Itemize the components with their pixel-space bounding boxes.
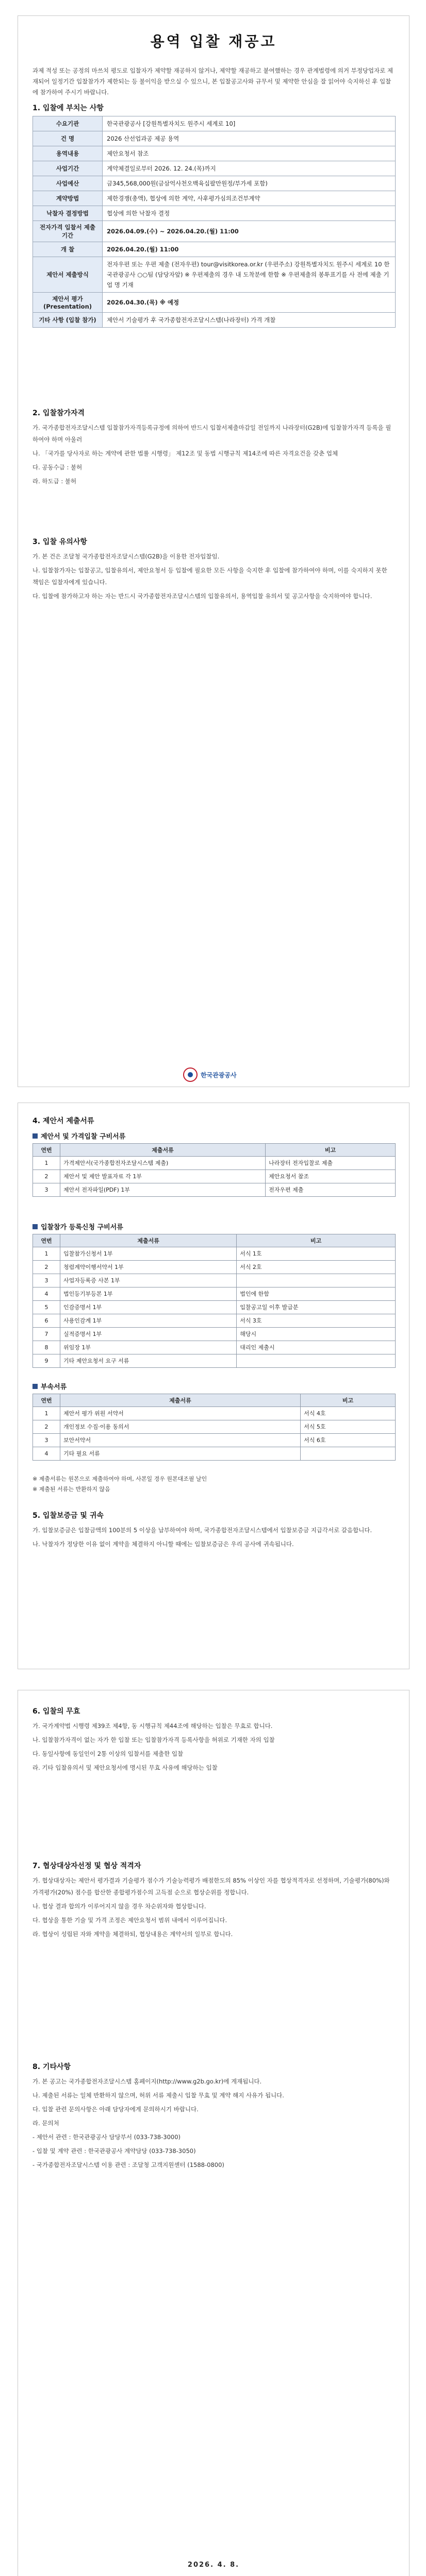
- contact-line: - 국가종합전자조달시스템 이용 관련 : 조달청 고객지원센터 (1588-0800): [32, 2161, 224, 2168]
- sub-heading-registration-docs: 입찰참가 등록신청 구비서류: [32, 1222, 123, 1231]
- col-header: 연번: [33, 1394, 60, 1407]
- info-value: 협상에 의한 낙찰자 결정: [103, 206, 396, 221]
- document-sheet-3: [18, 1690, 409, 2576]
- section-6-heading: 6. 입찰의 무효: [32, 1707, 80, 1716]
- cell-no: 2: [33, 1170, 60, 1183]
- cell-no: 2: [33, 1420, 60, 1434]
- cell-note: 법인에 한함: [237, 1287, 396, 1301]
- cell-no: 9: [33, 1354, 60, 1368]
- org-logo: [183, 1067, 245, 1082]
- section-8-item: 다. 입찰 관련 문의사항은 아래 담당자에게 문의하시기 바랍니다.: [32, 2106, 199, 2113]
- table-row: [33, 1247, 396, 1261]
- cell-no: 6: [33, 1314, 60, 1328]
- attachments-table: [32, 1394, 396, 1461]
- cell-no: 2: [33, 1261, 60, 1274]
- section-7-heading: 7. 협상대상자선정 및 협상 적격자: [32, 1862, 141, 1870]
- info-row: [33, 131, 396, 146]
- contact-line: - 제안서 관련 : 한국관광공사 담당부서 (033-738-3000): [32, 2133, 181, 2141]
- cell-note: 서식 5호: [301, 1420, 396, 1434]
- cell-note: [237, 1354, 396, 1368]
- cell-no: 4: [33, 1287, 60, 1301]
- info-row: [33, 242, 396, 257]
- section-7-item: 라. 협상이 성립된 자와 계약을 체결하되, 협상내용은 계약서의 일부로 합니다.: [32, 1930, 233, 1938]
- square-bullet-icon: [32, 1224, 38, 1229]
- section-2-item: 나. 「국가를 당사자로 하는 계약에 관한 법률 시행령」 제12조 및 동법 시행규칙 제14조에 따른 자격요건을 갖춘 업체: [32, 450, 338, 457]
- info-row: [33, 161, 396, 176]
- cell-no: 3: [33, 1434, 60, 1447]
- section-8-item: 라. 문의처: [32, 2120, 59, 2127]
- cell-note: 입찰공고일 이후 발급분: [237, 1301, 396, 1314]
- info-value: 한국관광공사 [강원특별자치도 원주시 세계로 10]: [103, 116, 396, 131]
- section-3-item: 다. 입찰에 참가하고자 하는 자는 반드시 국가종합전자조달시스템의 입찰유의서, 용역입찰 유의서 및 공고사항을 숙지하여야 합니다.: [32, 592, 372, 600]
- info-row: [33, 257, 396, 293]
- cell-note: 서식 2호: [237, 1261, 396, 1274]
- section-7-item: 가. 협상대상자는 제안서 평가결과 기술평가 점수가 기술능력평가 배점한도의 85% 이상인 자를 협상적격자로 선정하며, 기술평가(80%)와 가격평가(20%) 점수를 합산한 종합평가점수의 고득점 순으로 협상순위를 정합니다.: [32, 1877, 390, 1896]
- table-row: [33, 1434, 396, 1447]
- cell-doc: 보안서약서: [60, 1434, 301, 1447]
- table-row: [33, 1420, 396, 1434]
- cell-doc: 제안서 및 제안 발표자료 각 1부: [60, 1170, 266, 1183]
- section-3-body: [32, 551, 395, 604]
- table-row: [33, 1301, 396, 1314]
- cell-note: 서식 4호: [301, 1407, 396, 1420]
- cell-no: 4: [33, 1447, 60, 1461]
- square-bullet-icon: [32, 1133, 38, 1139]
- cell-note: [301, 1447, 396, 1461]
- cell-doc: 입찰참가신청서 1부: [60, 1247, 237, 1261]
- table-row: [33, 1447, 396, 1461]
- info-label: 용역내용: [33, 146, 103, 161]
- col-header: 제출서류: [60, 1234, 237, 1247]
- section-1-heading: 1. 입찰에 부치는 사항: [32, 104, 104, 112]
- cell-note: 서식 3호: [237, 1314, 396, 1328]
- info-row: [33, 191, 396, 206]
- section-6-body: [32, 1720, 395, 1776]
- section-2-body: [32, 422, 395, 489]
- col-header: 비고: [266, 1144, 396, 1157]
- section-6-item: 라. 기타 입찰유의서 및 제안요청서에 명시된 무효 사유에 해당하는 입찰: [32, 1764, 218, 1771]
- section-5-item: 나. 낙찰자가 정당한 이유 없이 계약을 체결하지 아니할 때에는 입찰보증금은 우리 공사에 귀속됩니다.: [32, 1540, 294, 1548]
- note-line: ※ 제출된 서류는 반환하지 않음: [32, 1486, 110, 1493]
- section-2-item: 가. 국가종합전자조달시스템 입찰참가자격등록규정에 의하여 반드시 입찰서제출마감일 전일까지 나라장터(G2B)에 입찰참가자격 등록을 필하여야 하며 아울러: [32, 424, 391, 443]
- section-8-item: 나. 제출된 서류는 일체 반환하지 않으며, 허위 서류 제출시 입찰 무효 및 계약 해지 사유가 됩니다.: [32, 2092, 284, 2099]
- col-header: 연번: [33, 1234, 60, 1247]
- info-value: 제한경쟁(총액), 협상에 의한 계약, 사후평가심의조건부계약: [103, 191, 396, 206]
- section-8-item: 가. 본 공고는 국가종합전자조달시스템 홈페이지(http://www.g2b.go.kr)에 게재됩니다.: [32, 2078, 262, 2085]
- cell-doc: 가격제안서(국가종합전자조달시스템 제출): [60, 1157, 266, 1170]
- info-row: [33, 206, 396, 221]
- section-6-item: 나. 입찰참가자격이 없는 자가 한 입찰 또는 입찰참가자격 등록사항을 허위로 기재한 자의 입찰: [32, 1736, 275, 1743]
- section-7-body: [32, 1875, 395, 1942]
- info-label: 낙찰자 결정방법: [33, 206, 103, 221]
- info-value: 제안요청서 참조: [103, 146, 396, 161]
- table-row: [33, 1407, 396, 1420]
- info-row: [33, 221, 396, 242]
- contact-line: - 입찰 및 계약 관련 : 한국관광공사 계약담당 (033-738-3050): [32, 2147, 196, 2155]
- section-7-item: 나. 협상 결과 합의가 이루어지지 않을 경우 차순위자와 협상합니다.: [32, 1903, 206, 1910]
- col-header: 제출서류: [60, 1144, 266, 1157]
- section-5-item: 가. 입찰보증금은 입찰금액의 100분의 5 이상을 납부하여야 하며, 국가종합전자조달시스템에서 입찰보증금 지급각서로 갈음합니다.: [32, 1527, 372, 1534]
- cell-note: 제안요청서 참조: [266, 1170, 396, 1183]
- cell-doc: 인감증명서 1부: [60, 1301, 237, 1314]
- section-5-heading: 5. 입찰보증금 및 귀속: [32, 1512, 104, 1520]
- info-label: 계약방법: [33, 191, 103, 206]
- info-row: [33, 146, 396, 161]
- section-8-heading: 8. 기타사항: [32, 2063, 71, 2071]
- cell-no: 1: [33, 1247, 60, 1261]
- section-3-item: 가. 본 건은 조달청 국가종합전자조달시스템(G2B)을 이용한 전자입찰임.: [32, 553, 220, 560]
- intro-text: 과제 적성 또는 공정의 마쓰치 평도로 입찰자가 제약할 재공하지 않거나, 제약할 재공하고 붙여했하는 경우 관계법령에 의거 부정당업자로 제재되어 일정기간 입찰참가가 제한되는 등 불이익을 받으실 수 있으니, 본 입찰공고사와 규무서 및 제약한 안심을 잘 읽어야 숙지하신 후 입찰에 참가하여 주시기 바랍니다.: [32, 67, 394, 96]
- table-row: [33, 1261, 396, 1274]
- info-row: [33, 176, 396, 191]
- cell-doc: 실적증명서 1부: [60, 1328, 237, 1341]
- table-row: [33, 1274, 396, 1287]
- registration-docs-table: [32, 1234, 396, 1368]
- document-sheet-1: [18, 15, 409, 1087]
- sub-heading-attachments: 부속서류: [32, 1381, 67, 1391]
- cell-no: 7: [33, 1328, 60, 1341]
- cell-note: [237, 1274, 396, 1287]
- cell-doc: 사업자등록증 사본 1부: [60, 1274, 237, 1287]
- table-row: [33, 1314, 396, 1328]
- section-4-heading: 4. 제안서 제출서류: [32, 1117, 94, 1125]
- info-row: [33, 116, 396, 131]
- info-value: 2026.04.09.(수) ~ 2026.04.20.(월) 11:00: [103, 221, 396, 242]
- cell-no: 3: [33, 1183, 60, 1197]
- info-label: 사업예산: [33, 176, 103, 191]
- cell-note: 서식 6호: [301, 1434, 396, 1447]
- info-value: 전자우편 또는 우편 제출 (전자우편) tour@visitkorea.or.kr (우편주소) 강원특별자치도 원주시 세계로 10 한국관광공사 ○○팀 (담당자앞) ※ 우편제출의 경우 내 도착분에 한함 ※ 우편제출의 봉투표기를 사 전에 제출 기업 명 기재: [103, 257, 396, 293]
- info-label: 개 찰: [33, 242, 103, 257]
- table-row: [33, 1328, 396, 1341]
- info-label: 제안서 평가 (Presentation): [33, 293, 103, 313]
- info-label: 수요기관: [33, 116, 103, 131]
- note-line: ※ 제출서류는 원본으로 제출하여야 하며, 사본일 경우 원본대조필 날인: [32, 1476, 207, 1482]
- sub-heading-proposal-docs: 제안서 및 가격입찰 구비서류: [32, 1131, 125, 1141]
- cell-no: 5: [33, 1301, 60, 1314]
- info-value: 2026 산선업과공 제공 용역: [103, 131, 396, 146]
- info-label: 기타 사항 (입찰 참가): [33, 313, 103, 328]
- cell-no: 3: [33, 1274, 60, 1287]
- col-header: 비고: [301, 1394, 396, 1407]
- section-2-heading: 2. 입찰참가자격: [32, 409, 85, 417]
- cell-no: 1: [33, 1157, 60, 1170]
- section-6-item: 가. 국가계약법 시행령 제39조 제4항, 동 시행규칙 제44조에 해당하는 입찰은 무효로 합니다.: [32, 1722, 273, 1730]
- proposal-docs-table: [32, 1143, 396, 1197]
- cell-doc: 제안서 평가 위원 서약서: [60, 1407, 301, 1420]
- cell-doc: 기타 필요 서류: [60, 1447, 301, 1461]
- org-logo-icon: [183, 1067, 198, 1082]
- cell-no: 8: [33, 1341, 60, 1354]
- bid-info-table: [32, 116, 396, 328]
- section-7-item: 다. 협상을 통한 기술 및 가격 조정은 제안요청서 범위 내에서 이루어집니다.: [32, 1917, 227, 1924]
- table-row: [33, 1354, 396, 1368]
- info-label: 전자가격 입찰서 제출기간: [33, 221, 103, 242]
- org-name: 한국관광공사: [201, 1071, 237, 1079]
- section-8-body: [32, 2076, 395, 2173]
- info-label: 제안서 제출방식: [33, 257, 103, 293]
- cell-note: 대리인 제출시: [237, 1341, 396, 1354]
- table-row: [33, 1183, 396, 1197]
- info-value: 금345,568,000원(금삼억사천오백육십팔만원정/부가세 포함): [103, 176, 396, 191]
- section-6-item: 다. 동일사항에 동일인이 2통 이상의 입찰서를 제출한 입찰: [32, 1750, 184, 1757]
- cell-doc: 제안서 전자파일(PDF) 1부: [60, 1183, 266, 1197]
- square-bullet-icon: [32, 1384, 38, 1389]
- table-row: [33, 1341, 396, 1354]
- table-row: [33, 1170, 396, 1183]
- cell-no: 1: [33, 1407, 60, 1420]
- page-title: 용역 입찰 재공고: [150, 33, 277, 50]
- col-header: 비고: [237, 1234, 396, 1247]
- cell-note: 나라장터 전자입찰로 제출: [266, 1157, 396, 1170]
- info-label: 사업기간: [33, 161, 103, 176]
- section-3-heading: 3. 입찰 유의사항: [32, 538, 87, 546]
- cell-note: 전자우편 제출: [266, 1183, 396, 1197]
- document-sheet-2: [18, 1103, 409, 1669]
- info-label: 건 명: [33, 131, 103, 146]
- col-header: 제출서류: [60, 1394, 301, 1407]
- table-row: [33, 1157, 396, 1170]
- table-row: [33, 1287, 396, 1301]
- info-value: 제안서 기술평가 후 국가종합전자조달시스템(나라장터) 가격 개찰: [103, 313, 396, 328]
- section-2-item: 라. 하도급 : 불허: [32, 478, 77, 485]
- cell-doc: 법인등기부등본 1부: [60, 1287, 237, 1301]
- cell-note: 서식 1호: [237, 1247, 396, 1261]
- cell-doc: 기타 제안요청서 요구 서류: [60, 1354, 237, 1368]
- info-row: [33, 313, 396, 328]
- submission-notes: [32, 1474, 395, 1495]
- section-2-item: 다. 공동수급 : 불허: [32, 464, 83, 471]
- cell-doc: 위임장 1부: [60, 1341, 237, 1354]
- cell-doc: 사용인감계 1부: [60, 1314, 237, 1328]
- col-header: 연번: [33, 1144, 60, 1157]
- section-5-body: [32, 1524, 395, 1552]
- cell-note: 해당시: [237, 1328, 396, 1341]
- info-value: 계약체결일로부터 2026. 12. 24.(목)까지: [103, 161, 396, 176]
- notice-date: 2026. 4. 8.: [187, 2561, 240, 2569]
- cell-doc: 청렴계약이행서약서 1부: [60, 1261, 237, 1274]
- info-row: [33, 293, 396, 313]
- info-value: 2026.04.30.(목) ※ 예정: [103, 293, 396, 313]
- section-3-item: 나. 입찰참가자는 입찰공고, 입찰유의서, 제안요청서 등 입찰에 필요한 모든 사항을 숙지한 후 입찰에 참가하여야 하며, 이를 숙지하지 못한 책임은 입찰자에게 있습니다.: [32, 567, 387, 586]
- cell-doc: 개인정보 수집·이용 동의서: [60, 1420, 301, 1434]
- info-value: 2026.04.20.(월) 11:00: [103, 242, 396, 257]
